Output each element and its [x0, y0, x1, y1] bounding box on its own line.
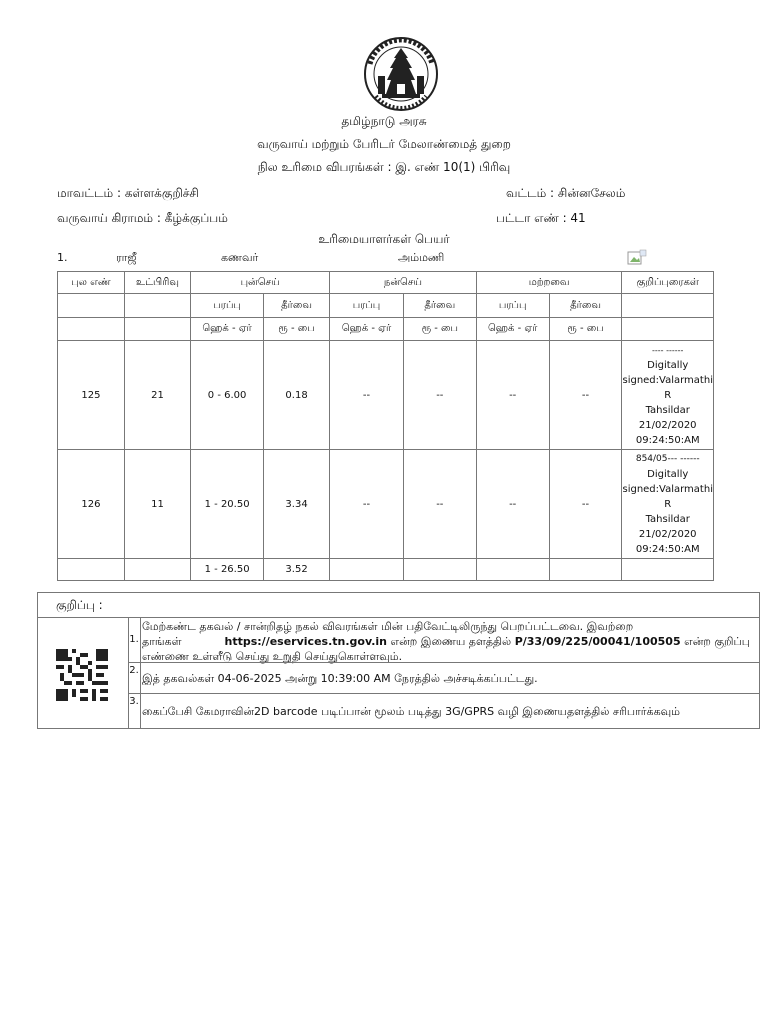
document-title: நில உரிமை விபரங்கள் : இ. எண் 10(1) பிரிவு: [257, 160, 511, 174]
col-others: மற்றவை: [476, 272, 622, 294]
owner-number: 1.: [57, 251, 68, 264]
punsey-area: 0 - 6.00: [191, 341, 264, 450]
subhead-area: பரப்பு: [476, 294, 549, 318]
remarks-line: R: [664, 389, 672, 401]
table-header-row: [58, 272, 714, 294]
taluk-field: வட்டம் : சின்னசேலம்: [506, 186, 626, 200]
note-item-1: [142, 619, 755, 664]
remarks-line: Digitally: [647, 468, 689, 480]
patta-number-field: பட்டா எண் : 41: [496, 211, 586, 225]
remarks-line: 21/02/2020: [638, 528, 697, 540]
remarks-signature: [622, 450, 714, 559]
subhead-area: பரப்பு: [191, 294, 264, 318]
col-subdivision: உட்பிரிவு: [124, 272, 190, 294]
remarks-line: Tahsildar: [645, 513, 690, 525]
note-number: 2.: [128, 663, 141, 693]
subhead-tax: தீர்வை: [403, 294, 476, 318]
eservices-link[interactable]: https://eservices.tn.gov.in: [224, 635, 388, 648]
qr-code-cell: [38, 618, 129, 729]
col-survey-number: புல எண்: [58, 272, 125, 294]
table-subheader-row: [58, 294, 714, 318]
remarks-line: 854/05--- ------: [635, 453, 700, 464]
qr-code-icon: [56, 649, 108, 701]
notes-section: [37, 592, 760, 729]
note-text: தாங்கள்: [142, 635, 182, 648]
note-line: எண்ணை உள்ளீடு செய்து உறுதி செய்துகொள்ளவும்.: [142, 650, 403, 663]
subhead-tax: தீர்வை: [264, 294, 330, 318]
col-remarks: குறிப்புரைகள்: [622, 272, 714, 294]
other-tax: --: [549, 450, 622, 559]
notes-title: குறிப்பு :: [56, 598, 103, 612]
note-line: மேற்கண்ட தகவல் / சான்றிதழ் நகல் விவரங்கள் மின் பதிவேட்டிலிருந்து பெறப்பட்டவை. இவற்றை: [142, 620, 634, 633]
village-field: வருவாய் கிராமம் : கீழ்க்குப்பம்: [57, 211, 228, 225]
subdivision: 21: [124, 341, 190, 450]
unit-tax: ரூ - பை: [403, 318, 476, 341]
nansey-tax: --: [403, 341, 476, 450]
owner-name: ராஜீ: [116, 251, 137, 264]
unit-tax: ரூ - பை: [549, 318, 622, 341]
other-area: --: [476, 450, 549, 559]
note-number: 3.: [128, 694, 141, 729]
unit-area: ஹெக் - ஏர்: [330, 318, 404, 341]
remarks-line: R: [664, 498, 672, 510]
total-punsey-tax: 3.52: [264, 559, 330, 581]
punsey-tax: 3.34: [264, 450, 330, 559]
other-area: --: [476, 341, 549, 450]
nansey-area: --: [330, 450, 404, 559]
punsey-tax: 0.18: [264, 341, 330, 450]
punsey-area: 1 - 20.50: [191, 450, 264, 559]
subdivision: 11: [124, 450, 190, 559]
note-text: என்ற இணைய தளத்தில்: [390, 635, 512, 648]
nansey-tax: --: [403, 450, 476, 559]
tamil-nadu-emblem-icon: [362, 36, 440, 112]
unit-area: ஹெக் - ஏர்: [476, 318, 549, 341]
remarks-line: 09:24:50:AM: [635, 434, 700, 446]
owner-relation: கணவர்: [221, 251, 259, 264]
remarks-line: ---- ------: [652, 345, 684, 355]
note-item-3: கைப்பேசி கேமராவின்2D barcode படிப்பான் மூலம் படித்து 3G/GPRS வழி இணையதளத்தில் சரிபார்க்கவும்: [142, 705, 680, 718]
table-units-row: [58, 318, 714, 341]
remarks-line: 09:24:50:AM: [635, 543, 700, 555]
broken-image-icon: [627, 249, 647, 267]
note-line: [142, 634, 755, 649]
reference-number: P/33/09/225/00041/100505: [514, 635, 681, 648]
note-text: என்ற குறிப்பு: [684, 635, 750, 648]
remarks-line: signed:Valarmathi: [622, 374, 713, 386]
subhead-tax: தீர்வை: [549, 294, 622, 318]
remarks-line: signed:Valarmathi: [622, 483, 713, 495]
remarks-signature: [622, 341, 714, 450]
department-title: வருவாய் மற்றும் பேரிடர் மேலாண்மைத் துறை: [257, 137, 511, 151]
survey-number: 126: [58, 450, 125, 559]
district-field: மாவட்டம் : கள்ளக்குறிச்சி: [57, 186, 199, 200]
survey-number: 125: [58, 341, 125, 450]
total-punsey-area: 1 - 26.50: [191, 559, 264, 581]
table-total-row: [58, 559, 714, 581]
table-row: [58, 450, 714, 559]
remarks-line: 21/02/2020: [638, 419, 697, 431]
nansey-area: --: [330, 341, 404, 450]
col-punsey: புன்செய்: [191, 272, 330, 294]
table-row: [58, 341, 714, 450]
remarks-line: Tahsildar: [645, 404, 690, 416]
remarks-line: Digitally: [647, 359, 689, 371]
owner-relative-name: அம்மணி: [398, 251, 445, 264]
note-item-2: இத் தகவல்கள் 04-06-2025 அன்று 10:39:00 AM நேரத்தில் அச்சடிக்கப்பட்டது.: [142, 672, 538, 685]
government-title: தமிழ்நாடு அரசு: [341, 114, 427, 128]
col-nansey: நன்செய்: [330, 272, 477, 294]
unit-tax: ரூ - பை: [264, 318, 330, 341]
land-details-table: [57, 271, 714, 581]
subhead-area: பரப்பு: [330, 294, 404, 318]
owners-heading: உரிமையாளர்கள் பெயர்: [318, 232, 450, 246]
other-tax: --: [549, 341, 622, 450]
unit-area: ஹெக் - ஏர்: [191, 318, 264, 341]
note-number: 1.: [128, 618, 141, 662]
